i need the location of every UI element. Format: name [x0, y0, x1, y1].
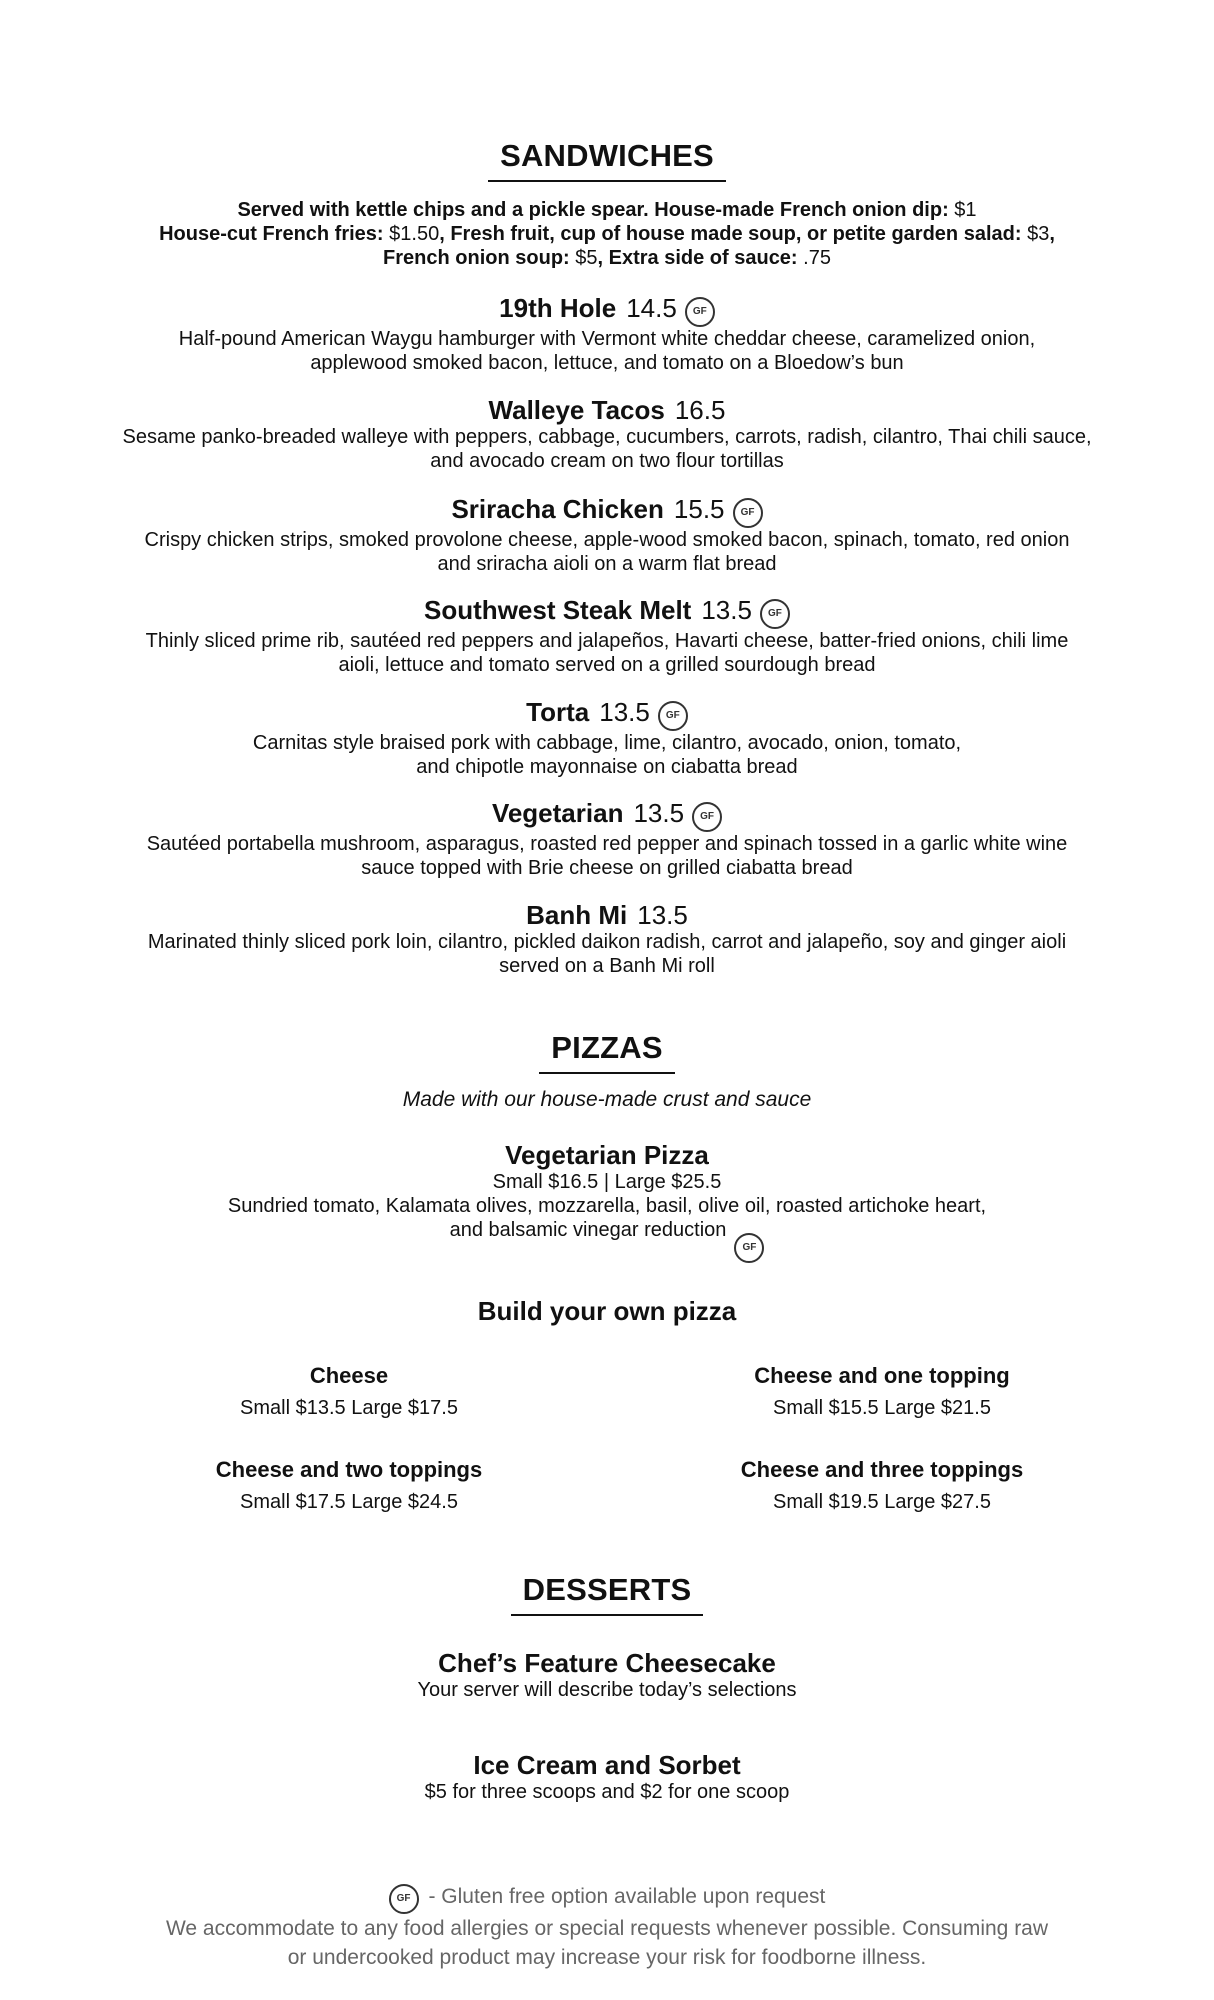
item-price: Small $16.5 | Large $25.5 — [492, 1171, 722, 1193]
item-name: Chef’s Feature Cheesecake — [438, 1648, 776, 1678]
gluten-free-icon: GF — [692, 802, 722, 832]
byo-option: Cheese and one topping Small $15.5 Large $21.5 — [754, 1363, 1010, 1419]
menu-item — [0, 798, 1214, 880]
menu-item — [0, 900, 1214, 978]
menu-item — [0, 395, 1214, 473]
byo-options — [0, 1362, 1214, 1522]
item-name: Banh Mi — [526, 900, 628, 930]
item-name: Walleye Tacos — [488, 395, 665, 425]
gluten-free-icon: GF — [734, 1233, 764, 1263]
item-name: Torta — [526, 697, 590, 727]
allergy-notice: or undercooked product may increase your risk for foodborne illness. — [287, 1946, 927, 1969]
gluten-free-icon: GF — [685, 297, 715, 327]
byo-heading: Build your own pizza — [477, 1296, 737, 1326]
item-description: Half-pound American Waygu hamburger with Vermont white cheddar cheese, caramelized onion, applewood smoked bacon, lettuce, and tomato on a Bloedow’s bun — [178, 328, 1036, 374]
gluten-free-icon: GF — [760, 599, 790, 629]
menu-item — [0, 1750, 1214, 1804]
item-price: 14.5 — [626, 293, 677, 323]
menu-item — [0, 595, 1214, 677]
item-price: 13.5 — [633, 798, 685, 828]
byo-option: Cheese and three toppings Small $19.5 Large $27.5 — [740, 1457, 1024, 1513]
menu-item — [0, 697, 1214, 779]
item-name: Sriracha Chicken — [451, 494, 664, 524]
item-name: Southwest Steak Melt — [424, 595, 692, 625]
sandwiches-intro: Served with kettle chips and a pickle spear. House-made French onion dip: $1 House-cut French fries: $1.50, Fresh fruit, cup of house made soup, or petite garden salad: $3, French onion soup: $5, Extra side of sauce: .75 — [159, 199, 1055, 269]
item-price: 16.5 — [674, 395, 726, 425]
item-price: 15.5 — [673, 494, 725, 524]
item-description: $5 for three scoops and $2 for one scoop — [424, 1781, 790, 1803]
gluten-free-icon: GF — [389, 1884, 419, 1914]
item-description: Sundried tomato, Kalamata olives, mozzarella, basil, olive oil, roasted artichoke heart, and balsamic vinegar reductionGF — [0, 1194, 1214, 1263]
item-description: Sautéed portabella mushroom, asparagus, roasted red pepper and spinach tossed in a garlic white wine sauce topped with Brie cheese on grilled ciabatta bread — [146, 833, 1068, 879]
item-description: Carnitas style braised pork with cabbage, lime, cilantro, avocado, onion, tomato, and chipotle mayonnaise on ciabatta bread — [252, 732, 962, 778]
item-description: Thinly sliced prime rib, sautéed red peppers and jalapeños, Havarti cheese, batter-fried onions, chili lime aioli, lettuce and tomato served on a grilled sourdough bread — [145, 630, 1069, 676]
item-name: 19th Hole — [499, 293, 617, 323]
sandwiches-heading: SANDWICHES — [488, 138, 726, 182]
byo-option: Cheese and two toppings Small $17.5 Large $24.5 — [215, 1457, 483, 1513]
pizzas-heading: PIZZAS — [539, 1030, 674, 1074]
byo-option: Cheese Small $13.5 Large $17.5 — [240, 1363, 458, 1419]
footer-notes — [0, 1882, 1214, 1972]
gluten-free-legend: GF - Gluten free option available upon request — [0, 1882, 1214, 1914]
menu-item — [0, 293, 1214, 375]
item-price: 13.5 — [637, 900, 688, 930]
menu-item — [0, 1140, 1214, 1263]
pizzas-subtitle: Made with our house-made crust and sauce — [402, 1088, 812, 1111]
desserts-heading: DESSERTS — [511, 1572, 704, 1616]
gluten-free-icon: GF — [733, 498, 763, 528]
allergy-notice: We accommodate to any food allergies or special requests whenever possible. Consuming raw — [165, 1917, 1049, 1940]
item-description: Sesame panko-breaded walleye with peppers, cabbage, cucumbers, carrots, radish, cilantro, Thai chili sauce, and avocado cream on two flour tortillas — [122, 426, 1092, 472]
menu-item — [0, 494, 1214, 576]
item-description: Marinated thinly sliced pork loin, cilantro, pickled daikon radish, carrot and jalapeño, soy and ginger aioli served on a Banh Mi roll — [147, 931, 1067, 977]
item-name: Vegetarian Pizza — [505, 1140, 709, 1170]
item-price: 13.5 — [599, 697, 650, 727]
item-name: Ice Cream and Sorbet — [473, 1750, 741, 1780]
item-description: Crispy chicken strips, smoked provolone cheese, apple-wood smoked bacon, spinach, tomato, red onion and sriracha aioli on a warm flat bread — [144, 529, 1070, 575]
menu-item — [0, 1648, 1214, 1702]
item-price: 13.5 — [701, 595, 752, 625]
gluten-free-icon: GF — [658, 701, 688, 731]
item-description: Your server will describe today’s selections — [417, 1679, 797, 1701]
item-name: Vegetarian — [491, 798, 624, 828]
